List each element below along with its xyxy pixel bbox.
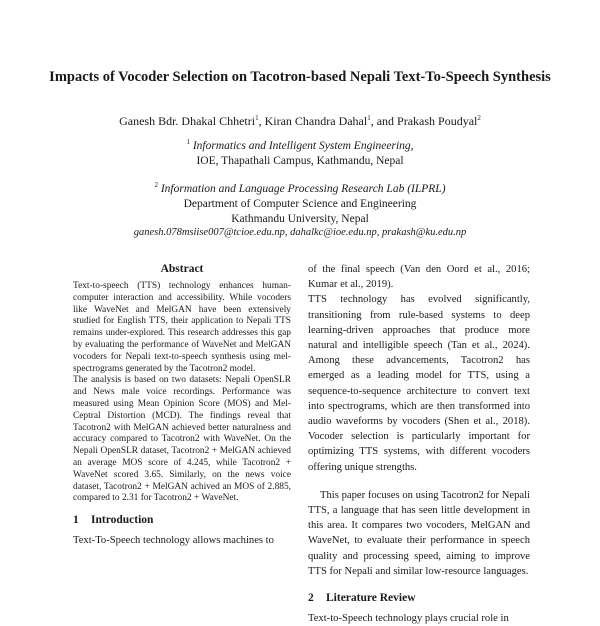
intro-paragraph-focus: This paper focuses on using Tacotron2 for Nepali TTS, a language that has seen little development in this area. It compares two vocoders, MelGAN and WaveNet, to evaluate their performance in speech quality and processing speed, aiming to improve TTS for Nepali and similar low-resource languages. (308, 489, 530, 577)
intro-first-line: Text-To-Speech technology allows machines to (73, 535, 274, 547)
lit-first-line: Text-to-Speech technology plays crucial role in (308, 613, 509, 625)
author-emails: ganesh.078msiise007@tcioe.edu.np, dahalkc@ioe.edu.np, prakash@ku.edu.np (133, 227, 467, 238)
section-1-title: Introduction (91, 514, 154, 527)
affiliation-2 (40, 182, 560, 227)
affiliation-1-name: Informatics and Intelligent System Engineering, (192, 140, 414, 152)
abstract-heading: Abstract (160, 263, 204, 275)
abstract-paragraph-1: Text-to-speech (TTS) technology enhances human-computer interaction and accessibility. While vocoders like WaveNet and MelGAN have been extensively studied for English TTS, their application to Nepali TTS remains under-explored. This research addresses this gap by evaluating the performance of WaveNet and MelGAN vocoders for Nepali text-to-speech synthesis using mel-spectrograms generated by the Tacotron2 model. (73, 281, 291, 374)
author-list: Ganesh Bdr. Dhakal Chhetri$^1$, Kiran Chandra Dahal$^1$, and Prakash Poudyal$^2$ (119, 114, 481, 128)
author-2: Kiran Chandra Dahal (264, 114, 368, 128)
affiliation-2-univ: Kathmandu University, Nepal (231, 213, 369, 225)
affiliation-1-place: IOE, Thapathali Campus, Kathmandu, Nepal (196, 155, 404, 167)
intro-continued-paragraph: of the final speech (Van den Oord et al., 2016; Kumar et al., 2019). (308, 264, 530, 291)
intro-paragraph-tts-evolution: TTS technology has evolved significantly, transitioning from rule-based systems to deep learning-driven approaches that produce more natural and intelligible speech (Tan et al., 2024). Among these advancements, Tacotron2 has emerged as a leading model for TTS, using a sequence-to-sequence architecture to convert text into spectrograms, which are then transformed into audio waveforms by vocoders (Shen et al., 2018). Vocoder selection is particularly important for optimizing TTS systems, with different vocoders offering unique strengths. (308, 294, 530, 473)
author-3-affil: 2 (477, 114, 481, 122)
affiliation-2-name: Information and Language Processing Research Lab (ILPRL) (160, 183, 446, 195)
section-2-heading (308, 591, 530, 605)
section-1-heading (73, 513, 291, 527)
section-1-number: 1 (73, 514, 79, 527)
left-column (73, 262, 291, 548)
author-1-affil: 1 (255, 114, 259, 122)
section-2-title: Literature Review (326, 592, 416, 605)
affiliation-1 (40, 139, 560, 169)
affiliation-2-number: 2 (154, 181, 158, 190)
author-3: and Prakash Poudyal (376, 114, 478, 128)
right-column (308, 262, 530, 626)
affiliation-2-dept: Department of Computer Science and Engineering (183, 198, 417, 210)
author-2-affil: 1 (367, 114, 371, 122)
author-1: Ganesh Bdr. Dhakal Chhetri (119, 114, 256, 128)
section-2-number: 2 (308, 592, 314, 605)
paper-title: Impacts of Vocoder Selection on Tacotron-based Nepali Text-To-Speech Synthesis (49, 69, 551, 85)
abstract-paragraph-2: The analysis is based on two datasets: Nepali OpenSLR and News male voice recordings. Performance was measured using Mean Opinion Score (MOS) and Mel-Ceptral Distortion (MCD). The findings reveal that Tacotron2 with MelGAN achieved better naturalness and accuracy compared to Tacotron2 with WaveNet. On the Nepali OpenSLR dataset, Tacotron2 + MelGAN achieved an average MOS score of 4.245, while Tacotron2 + WaveNet scored 3.65. Similarly, on the news voice dataset, Tacotron2 + MelGAN achived an MOS of 2.885, compared to 2.31 for Tacotron2 + WaveNet. (73, 375, 291, 504)
affiliation-1-number: 1 (186, 138, 190, 147)
